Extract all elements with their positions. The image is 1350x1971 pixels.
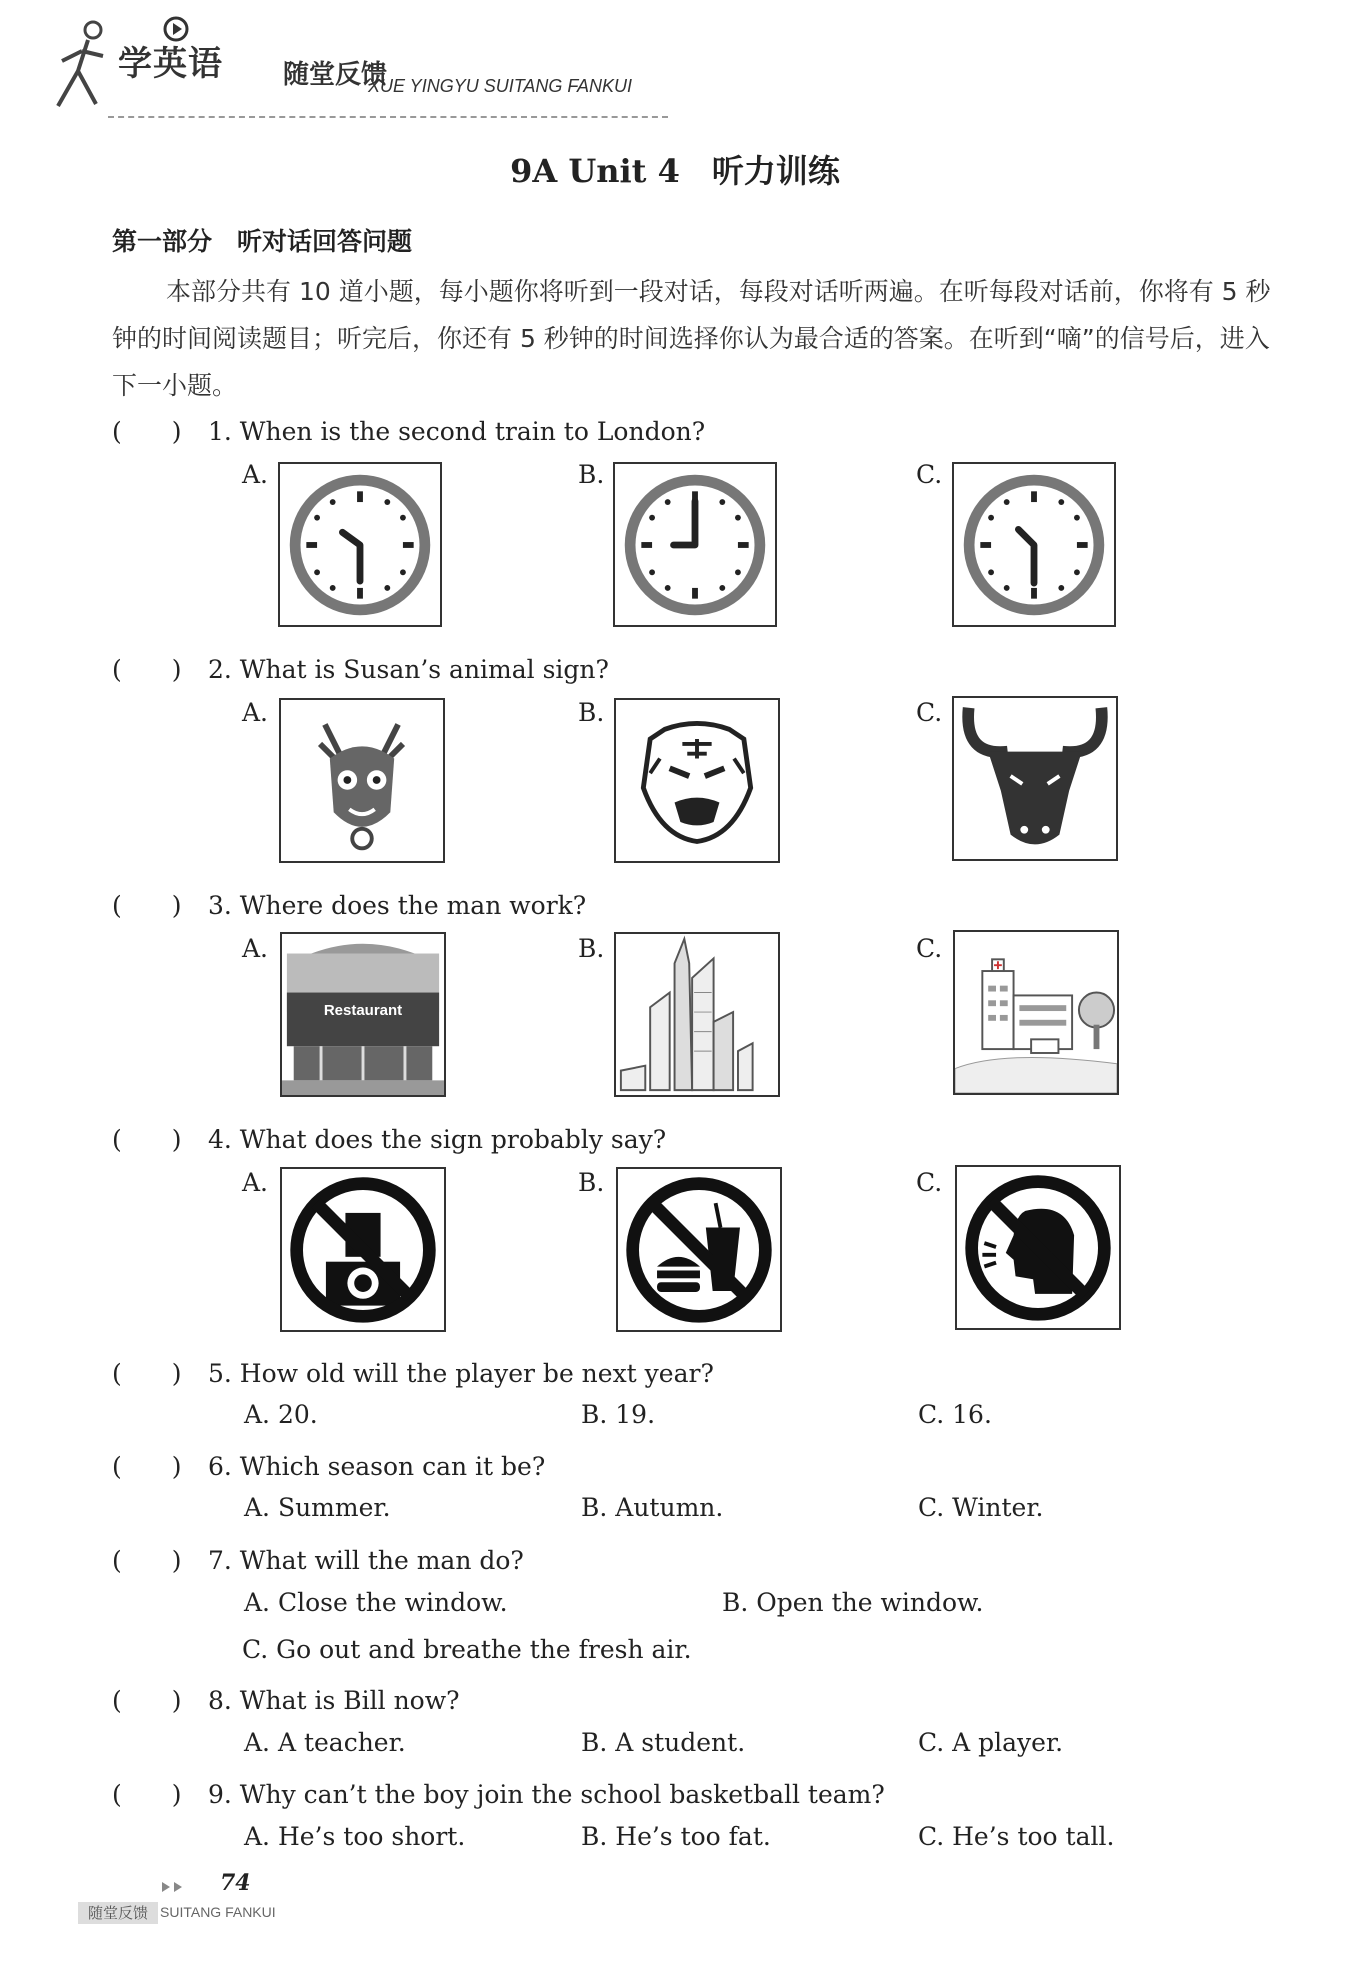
answer-blank[interactable]: ( )	[112, 655, 182, 684]
option-label-c: C.	[916, 1168, 943, 1197]
option-label-c: C.	[916, 698, 943, 727]
bull-icon[interactable]	[952, 696, 1118, 861]
question-5	[112, 1354, 714, 1390]
question-text: 7. What will the man do?	[208, 1546, 524, 1575]
option-label-b: B.	[578, 1168, 605, 1197]
answer-blank[interactable]: ( )	[112, 417, 182, 446]
brand-subtitle: 随堂反馈	[283, 60, 388, 90]
answer-blank[interactable]: ( )	[112, 1546, 182, 1575]
option-b[interactable]: B. He’s too fat.	[581, 1822, 771, 1851]
question-text: 3. Where does the man work?	[208, 891, 587, 920]
option-label-a: A.	[242, 1168, 269, 1197]
question-1	[112, 412, 705, 448]
office-building-icon[interactable]	[614, 932, 780, 1097]
option-b[interactable]: B. Autumn.	[581, 1493, 724, 1522]
option-label-b: B.	[578, 460, 605, 489]
brand-title: 学英语	[118, 44, 223, 84]
clock-12-icon[interactable]	[613, 462, 777, 627]
arrow-icon	[160, 1880, 186, 1894]
restaurant-icon[interactable]	[280, 932, 446, 1097]
question-7	[112, 1541, 524, 1577]
question-text: 8. What is Bill now?	[208, 1686, 460, 1715]
question-6	[112, 1447, 545, 1483]
option-c[interactable]: C. 16.	[918, 1400, 992, 1429]
question-9	[112, 1775, 885, 1811]
option-label-a: A.	[242, 934, 269, 963]
answer-blank[interactable]: ( )	[112, 891, 182, 920]
question-8	[112, 1681, 460, 1717]
question-4	[112, 1120, 666, 1156]
option-c[interactable]: C. He’s too tall.	[918, 1822, 1115, 1851]
option-a[interactable]: A. He’s too short.	[244, 1822, 466, 1851]
instructions: 本部分共有 10 道小题，每小题你将听到一段对话，每段对话听两遍。在听每段对话前，你将有 5 秒钟的时间阅读题目；听完后，你还有 5 秒钟的时间选择你认为最合适的答案。在听到“嘀”的信号后，进入下一小题。	[112, 277, 1271, 400]
option-a[interactable]: A. A teacher.	[244, 1728, 406, 1757]
answer-blank[interactable]: ( )	[112, 1452, 182, 1481]
question-text: 5. How old will the player be next year?	[208, 1359, 714, 1388]
brand-pinyin: XUE YINGYU SUITANG FANKUI	[368, 76, 633, 96]
option-c[interactable]: C. A player.	[918, 1728, 1064, 1757]
option-label-b: B.	[578, 934, 605, 963]
tiger-icon[interactable]	[614, 698, 780, 863]
runner-logo-icon	[48, 16, 118, 116]
question-2	[112, 650, 609, 686]
answer-blank[interactable]: ( )	[112, 1125, 182, 1154]
footer-pinyin: SUITANG FANKUI	[160, 1904, 276, 1920]
no-photo-icon[interactable]	[280, 1167, 446, 1332]
answer-blank[interactable]: ( )	[112, 1686, 182, 1715]
no-talking-icon[interactable]	[955, 1165, 1121, 1330]
question-text: 6. Which season can it be?	[208, 1452, 546, 1481]
answer-blank[interactable]: ( )	[112, 1359, 182, 1388]
option-a[interactable]: A. 20.	[244, 1400, 318, 1429]
no-food-icon[interactable]	[616, 1167, 782, 1332]
clock-7-icon[interactable]	[278, 462, 442, 627]
option-label-c: C.	[916, 934, 943, 963]
question-text: 9. Why can’t the boy join the school basketball team?	[208, 1780, 885, 1809]
option-a[interactable]: A. Summer.	[244, 1493, 391, 1522]
clock-7-icon[interactable]	[952, 462, 1116, 627]
question-text: 1. When is the second train to London?	[208, 417, 706, 446]
answer-blank[interactable]: ( )	[112, 1780, 182, 1809]
page-title: 9A Unit 4 听力训练	[510, 152, 840, 190]
option-label-c: C.	[916, 460, 943, 489]
option-label-a: A.	[242, 460, 269, 489]
section-heading: 第一部分 听对话回答问题	[112, 227, 413, 256]
option-c[interactable]: C. Winter.	[918, 1493, 1044, 1522]
question-text: 4. What does the sign probably say?	[208, 1125, 667, 1154]
page-number: 74	[220, 1870, 251, 1896]
page-header	[48, 16, 668, 116]
option-a[interactable]: A. Close the window.	[244, 1588, 508, 1617]
option-b[interactable]: B. A student.	[581, 1728, 746, 1757]
option-label-a: A.	[242, 698, 269, 727]
option-b[interactable]: B. Open the window.	[722, 1588, 984, 1617]
footer-label: 随堂反馈	[78, 1902, 158, 1924]
dragon-icon[interactable]	[279, 698, 445, 863]
header-divider	[108, 116, 668, 118]
question-text: 2. What is Susan’s animal sign?	[208, 655, 609, 684]
hospital-icon[interactable]	[953, 930, 1119, 1095]
question-3	[112, 886, 586, 922]
option-b[interactable]: B. 19.	[581, 1400, 656, 1429]
restaurant-sign: Restaurant	[323, 1002, 403, 1019]
option-c[interactable]: C. Go out and breathe the fresh air.	[242, 1635, 692, 1664]
option-label-b: B.	[578, 698, 605, 727]
